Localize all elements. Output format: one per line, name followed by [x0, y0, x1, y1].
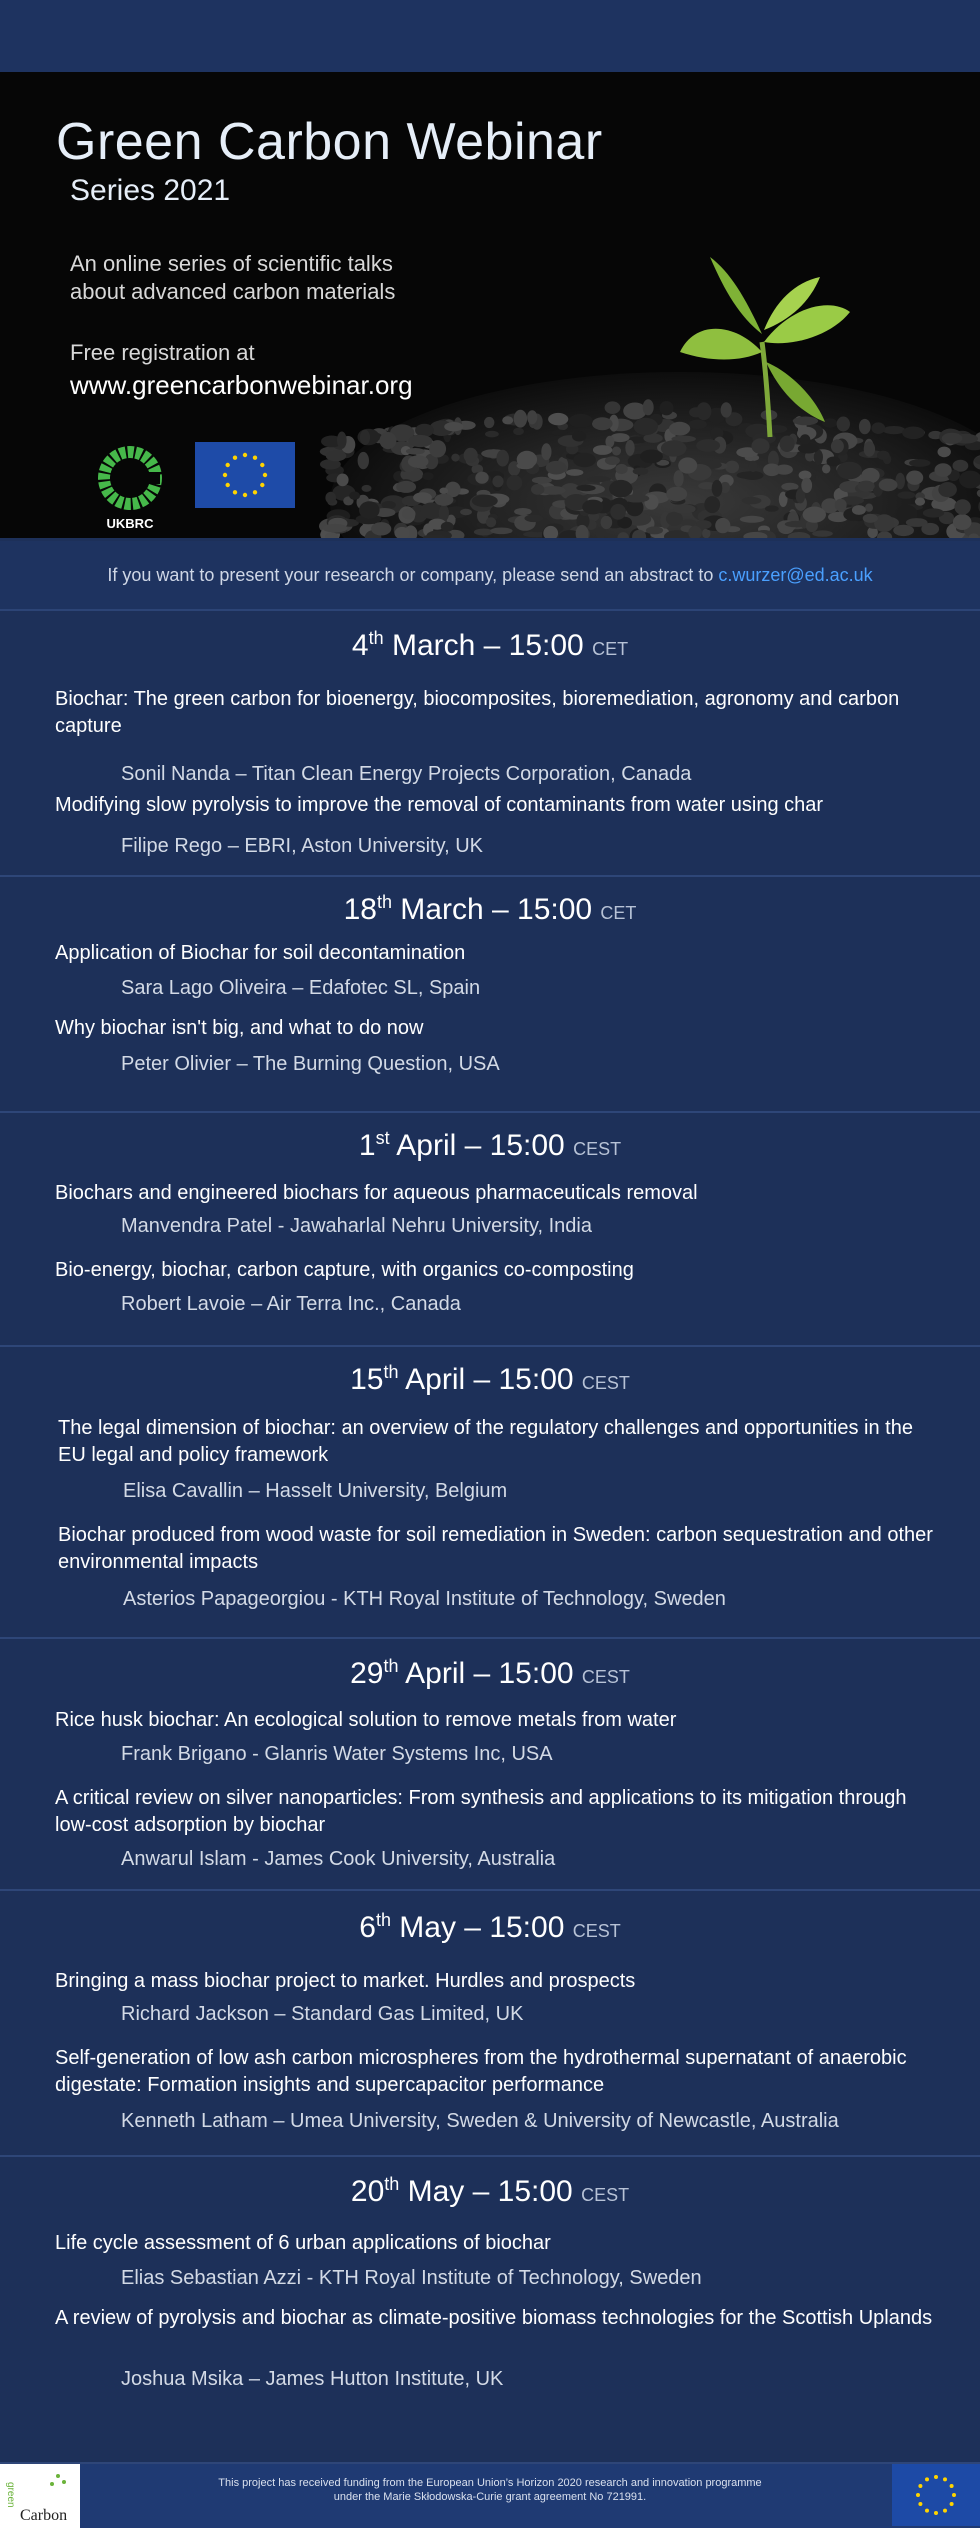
talk-title: Biochar produced from wood waste for soil remediation in Sweden: carbon sequestration and other environmental impacts [58, 1524, 933, 1573]
session-date: 29th April – 15:00 CEST [350, 1656, 630, 1690]
funding-statement: This project has received funding from the European Union’s Horizon 2020 research and innovation programme under the Marie Skłodowska-Curie grant agreement No 721991. [218, 2477, 762, 2503]
session-date: 15th April – 15:00 CEST [350, 1362, 630, 1396]
talk-speaker: Elisa Cavallin – Hasselt University, Belgium [123, 1480, 508, 1502]
talk-speaker: Robert Lavoie – Air Terra Inc., Canada [121, 1293, 461, 1315]
talk-speaker: Asterios Papageorgiou - KTH Royal Institute of Technology, Sweden [123, 1588, 726, 1610]
registration-link[interactable]: www.greencarbonwebinar.org [70, 370, 413, 400]
hero-banner [0, 72, 980, 538]
talk-speaker: Kenneth Latham – Umea University, Sweden & University of Newcastle, Australia [121, 2110, 839, 2132]
registration-label: Free registration at [70, 340, 255, 365]
talk-title: Modifying slow pyrolysis to improve the removal of contaminants from water using char [55, 794, 824, 816]
talk-speaker: Peter Olivier – The Burning Question, USA [121, 1053, 500, 1075]
talk-speaker: Elias Sebastian Azzi - KTH Royal Institute of Technology, Sweden [121, 2267, 702, 2289]
green-carbon-logo [0, 2462, 80, 2528]
talk-title: Why biochar isn't big, and what to do now [55, 1017, 424, 1039]
talk-speaker: Sara Lago Oliveira – Edafotec SL, Spain [121, 977, 481, 999]
abstract-notice: If you want to present your research or company, please send an abstract to c.wurzer@ed.ac.uk [0, 541, 980, 611]
top-band [0, 0, 980, 72]
talk-title: A review of pyrolysis and biochar as climate-positive biomass technologies for the Scottish Uplands [55, 2307, 933, 2329]
funding-footer [0, 2462, 980, 2528]
talk-title: Biochar: The green carbon for bioenergy, biocomposites, bioremediation, agronomy and carbon capture [55, 688, 900, 737]
session-date: 18th March – 15:00 CET [343, 892, 637, 926]
svg-text:Carbon: Carbon [20, 2507, 68, 2524]
talk-speaker: Joshua Msika – James Hutton Institute, UK [121, 2368, 504, 2390]
svg-text:UKBRC: UKBRC [106, 516, 154, 531]
talk-title: A critical review on silver nanoparticles: From synthesis and applications to its mitigation through low-cost adsorption by biochar [55, 1787, 907, 1836]
session-date: 20th May – 15:00 CEST [350, 2174, 630, 2208]
eu-flag-icon [195, 442, 295, 508]
talk-speaker: Sonil Nanda – Titan Clean Energy Projects Corporation, Canada [121, 763, 692, 785]
seedling-icon [640, 202, 900, 462]
talk-title: Self-generation of low ash carbon microspheres from the hydrothermal supernatant of anaerobic digestate: Formation insights and supercapacitor performance [55, 2047, 907, 2096]
talk-title: Rice husk biochar: An ecological solution to remove metals from water [55, 1709, 677, 1731]
talk-title: Biochars and engineered biochars for aqueous pharmaceuticals removal [55, 1182, 698, 1204]
webinar-title: Green Carbon Webinar [56, 113, 603, 171]
contact-email-link[interactable]: c.wurzer@ed.ac.uk [718, 565, 873, 585]
session-date: 1st April – 15:00 CEST [358, 1128, 622, 1162]
talk-speaker: Filipe Rego – EBRI, Aston University, UK [121, 835, 483, 857]
talk-speaker: Frank Brigano - Glanris Water Systems Inc, USA [121, 1743, 553, 1765]
svg-text:green: green [5, 2482, 16, 2508]
talk-title: Bio-energy, biochar, carbon capture, with organics co-composting [55, 1259, 634, 1281]
talk-speaker: Anwarul Islam - James Cook University, Australia [121, 1848, 556, 1870]
series-subtitle: Series 2021 [70, 174, 231, 207]
eu-flag-footer-icon [892, 2464, 980, 2526]
talk-title: Application of Biochar for soil decontamination [55, 942, 466, 964]
session-date: 4th March – 15:00 CET [351, 628, 629, 662]
talk-title: The legal dimension of biochar: an overview of the regulatory challenges and opportunities in the EU legal and policy framework [58, 1417, 913, 1466]
talk-title: Bringing a mass biochar project to market. Hurdles and prospects [55, 1970, 636, 1992]
session-date: 6th May – 15:00 CEST [359, 1910, 621, 1944]
ukbrc-logo [94, 444, 166, 534]
talk-speaker: Manvendra Patel - Jawaharlal Nehru University, India [121, 1215, 592, 1237]
webinar-description: An online series of scientific talks about advanced carbon materials [70, 251, 396, 304]
talk-speaker: Richard Jackson – Standard Gas Limited, UK [121, 2003, 524, 2025]
talk-title: Life cycle assessment of 6 urban applications of biochar [55, 2232, 551, 2254]
